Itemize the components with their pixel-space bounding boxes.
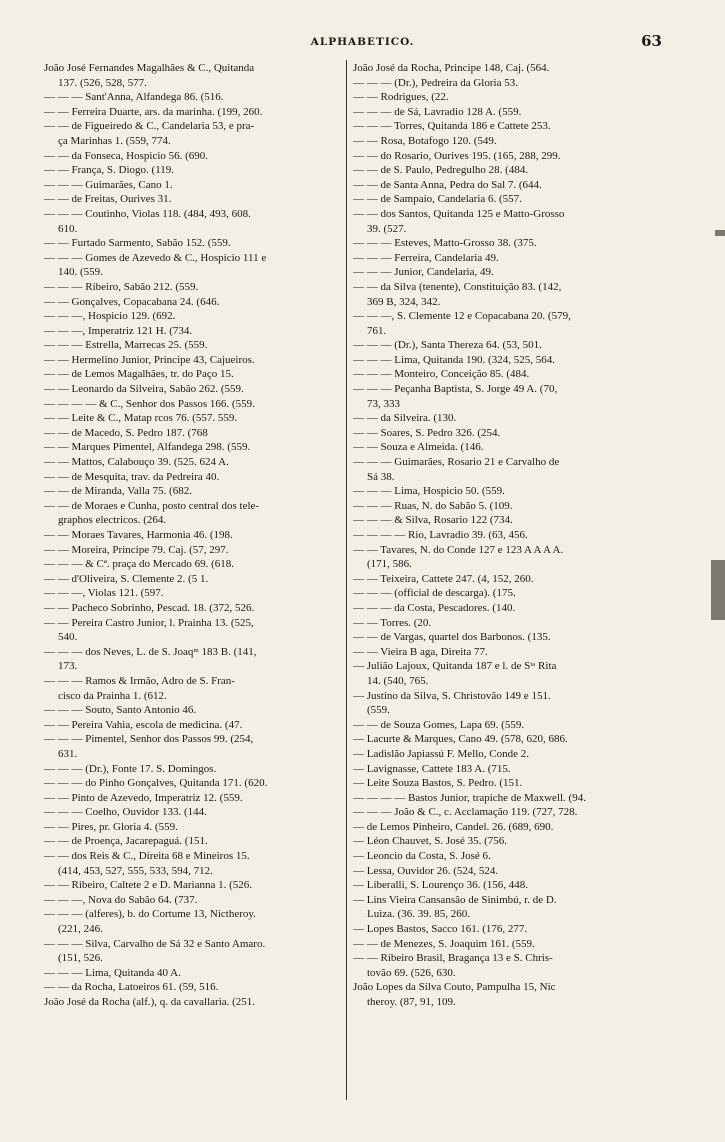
right-column [353,61,686,1010]
directory-entry-line: 73, 333 [367,397,400,410]
directory-entry-line: — — Marques Pimentel, Alfandega 298. (559. [44,441,251,454]
directory-entry-line: — — Leite & C., Matap rcos 76. (557. 559. [44,412,238,425]
directory-entry-line: — — — Esteves, Matto-Grosso 38. (375. [353,237,537,250]
directory-entry-line: — de Lemos Pinheiro, Candel. 26. (689, 690. [353,820,554,833]
directory-entry-line: — — Torres. (20. [353,616,432,629]
directory-entry-line: 173. [58,660,78,673]
directory-entry-line: — — — Lima, Quitanda 190. (324, 525, 564. [353,353,555,366]
directory-entry-line: — — de Vargas, quartel dos Barbonos. (135. [353,631,551,644]
directory-entry-line: — — da Silva (tenente), Constituição 83. (142, [353,280,562,293]
directory-entry-line: — — da Silveira. (130. [353,412,457,425]
directory-entry-line: — — — (Dr.), Fonte 17. S. Domingos. [44,762,217,775]
directory-entry-line: — — de Lemos Magalhães, tr. do Paço 15. [44,368,234,381]
directory-entry-line: — — Pereira Vahia, escola de medicina. (47. [44,718,243,731]
directory-entry-line: — — — & Silva, Rosario 122 (734. [353,514,513,527]
directory-entry-line: — — — Torres, Quitanda 186 e Cattete 253. [353,120,551,133]
directory-entry-line: — — — Peçanha Baptista, S. Jorge 49 A. (70, [353,383,558,396]
directory-entry-line: — — de Sampaio, Candelaria 6. (557. [353,193,522,206]
directory-entry-line: — — —, Hospicio 129. (692. [44,310,176,323]
directory-entry-line: — — Pinto de Azevedo, Imperatriz 12. (559. [44,791,243,804]
directory-entry-line: graphos electricos. (264. [58,514,167,527]
directory-entry-line: João José da Rocha (alf.), q. da cavallaria. (251. [44,996,256,1008]
directory-entry-line: — — de Moraes e Cunha, posto central dos tele- [44,499,260,512]
directory-entry-line: — — — (Dr.), Santa Thereza 64. (53, 501. [353,339,542,352]
directory-entry-line: — — Ferreira Duarte, ars. da marinha. (199, 260. [44,105,263,118]
directory-entry-line: — — Moreira, Principe 79. Caj. (57, 297. [44,543,229,556]
directory-entry-line: — — Pires, pr. Gloria 4. (559. [44,820,178,833]
directory-entry-line: — — —, Violas 121. (597. [44,587,164,600]
directory-entry-line: — — — dos Neves, L. de S. Joaqᵐ 183 B. (141, [44,645,257,658]
directory-entry-line: — — de Santa Anna, Pedra do Sal 7. (644. [353,178,542,191]
directory-entry-line: — — de Figueiredo & C., Candelaria 53, e pra- [44,120,255,133]
directory-entry-line: — — Rodrigues, (22. [353,91,449,104]
directory-entry-line: tovão 69. (526, 630. [367,966,456,979]
directory-entry-line: — — de Proença, Jacarepaguá. (151. [44,835,208,848]
running-title: ALPHABETICO. [310,36,415,48]
directory-entry-line: — — — — Rio, Lavradio 39. (63, 456. [353,529,528,541]
directory-entry-line: — — Gonçalves, Copacabana 24. (646. [44,295,220,308]
directory-entry-line: — — — Junior, Candelaria, 49. [353,266,494,279]
page-number: 63 [641,32,662,50]
directory-entry-line: — — — — & C., Senhor dos Passos 166. (559. [44,397,255,410]
scan-edge-mark [715,230,725,236]
directory-entry-line: — — Soares, S. Pedro 326. (254. [353,426,501,439]
directory-entry-line: — Léon Chauvet, S. José 35. (756. [353,835,507,848]
directory-entry-line: — Lavignasse, Cattete 183 A. (715. [353,762,511,775]
column-divider [346,60,347,1100]
directory-entry-line: — — Mattos, Calabouço 39. (525. 624 A. [44,456,229,469]
directory-entry-line: cisco da Prainha 1. (612. [58,689,167,702]
directory-entry-line: — — de Freitas, Ourives 31. [44,193,172,206]
directory-entry-line: — — do Rosario, Ourives 195. (165, 288, 299. [353,149,561,162]
directory-entry-line: — — dos Reis & C., Direita 68 e Mineiros 15. [44,850,250,863]
directory-entry-line: — — — (official de descarga). (175. [353,587,516,600]
directory-entry-line: João José Fernandes Magalhães & C., Quitanda [44,62,255,74]
directory-entry-line: — — Hermelino Junior, Principe 43, Cajueiros. [44,353,255,366]
directory-entry-line: — — Ribeiro, Caltete 2 e D. Marianna 1. (526. [44,879,253,892]
directory-entry-line: — — — & Cª. praça do Mercado 69. (618. [44,558,234,571]
directory-entry-line: — Justino da Silva, S. Christovão 149 e 151. [353,689,551,702]
directory-entry-line: — — Leonardo da Silveira, Sabão 262. (559. [44,383,244,396]
directory-entry-line: — — Moraes Tavares, Harmonia 46. (198. [44,529,233,541]
directory-entry-line: — — de S. Paulo, Pedregulho 28. (484. [353,164,529,177]
directory-entry-line: — — Tavares, N. do Conde 127 e 123 A A A A. [353,543,564,556]
directory-entry-line: — Liberalli, S. Lourenço 36. (156, 448. [353,879,529,892]
directory-entry-line: — — Pereira Castro Junior, l. Prainha 13. (525, [44,616,254,629]
scan-edge-mark [711,560,725,620]
directory-entry-line: — Julião Lajoux, Quitanda 187 e l. de Sᵗᵃ Rita [353,660,557,673]
directory-entry-line: (414, 453, 527, 555, 533, 594, 712. [58,864,213,877]
directory-entry-line: — — — Coutinho, Violas 118. (484, 493, 608. [44,207,251,220]
directory-entry-line: (171, 586. [367,558,412,571]
directory-entry-line: — — — Lima, Quitanda 40 A. [44,966,181,979]
directory-entry-line: — — d'Oliveira, S. Clemente 2. (5 1. [44,572,209,585]
directory-entry-line: — — Vieira B aga, Direita 77. [353,645,488,658]
directory-entry-line: — — — (Dr.), Pedreira da Gloria 53. [353,76,518,89]
directory-entry-line: — — — Ramos & Irmão, Adro de S. Fran- [44,674,235,687]
directory-entry-line: — Ladislão Japiassú F. Mello, Conde 2. [353,747,530,760]
directory-entry-line: — — — Lima, Hospicio 50. (559. [353,485,505,498]
directory-entry-line: (221, 246. [58,923,103,936]
directory-entry-line: 137. (526, 528, 577. [58,76,147,89]
directory-entry-line: — — — Sant'Anna, Alfandega 86. (516. [44,91,224,104]
directory-entry-line: 140. (559. [58,266,103,279]
directory-entry-line: — Lopes Bastos, Sacco 161. (176, 277. [353,923,528,936]
directory-entry-line: — — — Ruas, N. do Sabão 5. (109. [353,499,513,512]
directory-entry-line: — — — (alferes), b. do Cortume 13, Nictheroy. [44,908,256,921]
directory-entry-line: — — da Fonseca, Hospicio 56. (690. [44,149,209,162]
directory-entry-line: — — — Souto, Santo Antonio 46. [44,704,197,717]
directory-entry-line: Sá 38. [367,470,395,483]
directory-entry-line: — — —, Imperatriz 121 H. (734. [44,324,193,337]
left-column [44,61,342,1010]
directory-entry-line: — — — João & C., c. Acclamação 119. (727, 728. [353,806,578,819]
directory-entry-line: — Leite Souza Bastos, S. Pedro. (151. [353,777,523,790]
directory-entry-line: — — — Monteiro, Conceição 85. (484. [353,368,530,381]
directory-entry-line: — — —, S. Clemente 12 e Copacabana 20. (579, [353,310,571,323]
directory-entry-line: 761. [367,324,387,337]
directory-entry-line: — — Ribeiro Brasil, Bragança 13 e S. Chris- [353,952,553,965]
directory-entry-line: — — — Ferreira, Candelaria 49. [353,251,499,264]
directory-entry-line: — — Teixeira, Cattete 247. (4, 152, 260. [353,572,534,585]
directory-entry-line: — — — Gomes de Azevedo & C., Hospicio 111 e [44,251,267,264]
directory-entry-line: — — França, S. Diogo. (119. [44,164,175,177]
page-header [0,30,725,54]
directory-entry-line: — — de Souza Gomes, Lapa 69. (559. [353,718,525,731]
directory-entry-line: — — — de Sá, Lavradio 128 A. (559. [353,105,522,118]
directory-entry-line: ça Marinhas 1. (559, 774. [58,134,171,147]
directory-entry-line: — Lins Vieira Cansansão de Sinimbú, r. de D. [353,893,557,906]
directory-entry-line: — — Pacheco Sobrinho, Pescad. 18. (372, 526. [44,601,255,614]
directory-entry-line: — — — da Costa, Pescadores. (140. [353,601,516,614]
directory-entry-line: João José da Rocha, Principe 148, Caj. (564. [353,62,550,74]
directory-entry-line: — Lacurte & Marques, Cano 49. (578, 620, 686. [353,733,568,746]
directory-entry-line: theroy. (87, 91, 109. [367,996,456,1008]
directory-entry-line: — — — Silva, Carvalho de Sá 32 e Santo Amaro. [44,937,266,950]
directory-entry-line: 540. [58,631,78,644]
directory-entry-line: — — — Ribeiro, Sabão 212. (559. [44,280,199,293]
directory-entry-line: — — — Guimarães, Rosario 21 e Carvalho de [353,456,560,469]
directory-entry-line: — — — do Pinho Gonçalves, Quitanda 171. (620. [44,777,268,790]
directory-entry-line: — Leoncio da Costa, S. José 6. [353,850,491,863]
directory-entry-line: João Lopes da Silva Couto, Pampulha 15, Nic [353,981,556,994]
directory-entry-line: — — de Miranda, Valla 75. (682. [44,485,192,498]
directory-entry-line: — — — Guimarães, Cano 1. [44,178,173,191]
directory-entry-line: — — Furtado Sarmento, Sabão 152. (559. [44,237,231,250]
directory-entry-line: — — de Mesquita, trav. da Pedreira 40. [44,470,220,483]
directory-entry-line: — — da Rocha, Latoeiros 61. (59, 516. [44,981,219,994]
directory-entry-line: — — Rosa, Botafogo 120. (549. [353,134,497,147]
directory-entry-line: — — — Pimentel, Senhor dos Passos 99. (254, [44,733,254,746]
directory-entry-line: — — dos Santos, Quitanda 125 e Matto-Grosso [353,207,565,220]
directory-entry-line: (559. [367,704,390,717]
directory-entry-line: 369 B, 324, 342. [367,295,441,308]
directory-entry-line: Luiza. (36. 39. 85, 260. [367,908,470,921]
directory-entry-line: — — — Estrella, Marrecas 25. (559. [44,339,208,352]
directory-entry-line: — — de Macedo, S. Pedro 187. (768 [44,426,208,439]
directory-entry-line: 631. [58,747,78,760]
directory-entry-line: (151, 526. [58,952,103,965]
directory-entry-line: — — — Coelho, Ouvidor 133. (144. [44,806,207,819]
directory-entry-line: — — de Menezes, S. Joaquim 161. (559. [353,937,535,950]
directory-entry-line: 610. [58,222,78,235]
directory-entry-line: — — —, Nova do Sabão 64. (737. [44,893,198,906]
directory-entry-line: 14. (540, 765. [367,674,429,687]
directory-entry-line: — — — — Bastos Junior, trapiche de Maxwell. (94. [353,791,586,804]
directory-entry-line: — — Souza e Almeida. (146. [353,441,484,454]
directory-entry-line: — Lessa, Ouvidor 26. (524, 524. [353,864,499,877]
directory-entry-line: 39. (527. [367,222,407,235]
